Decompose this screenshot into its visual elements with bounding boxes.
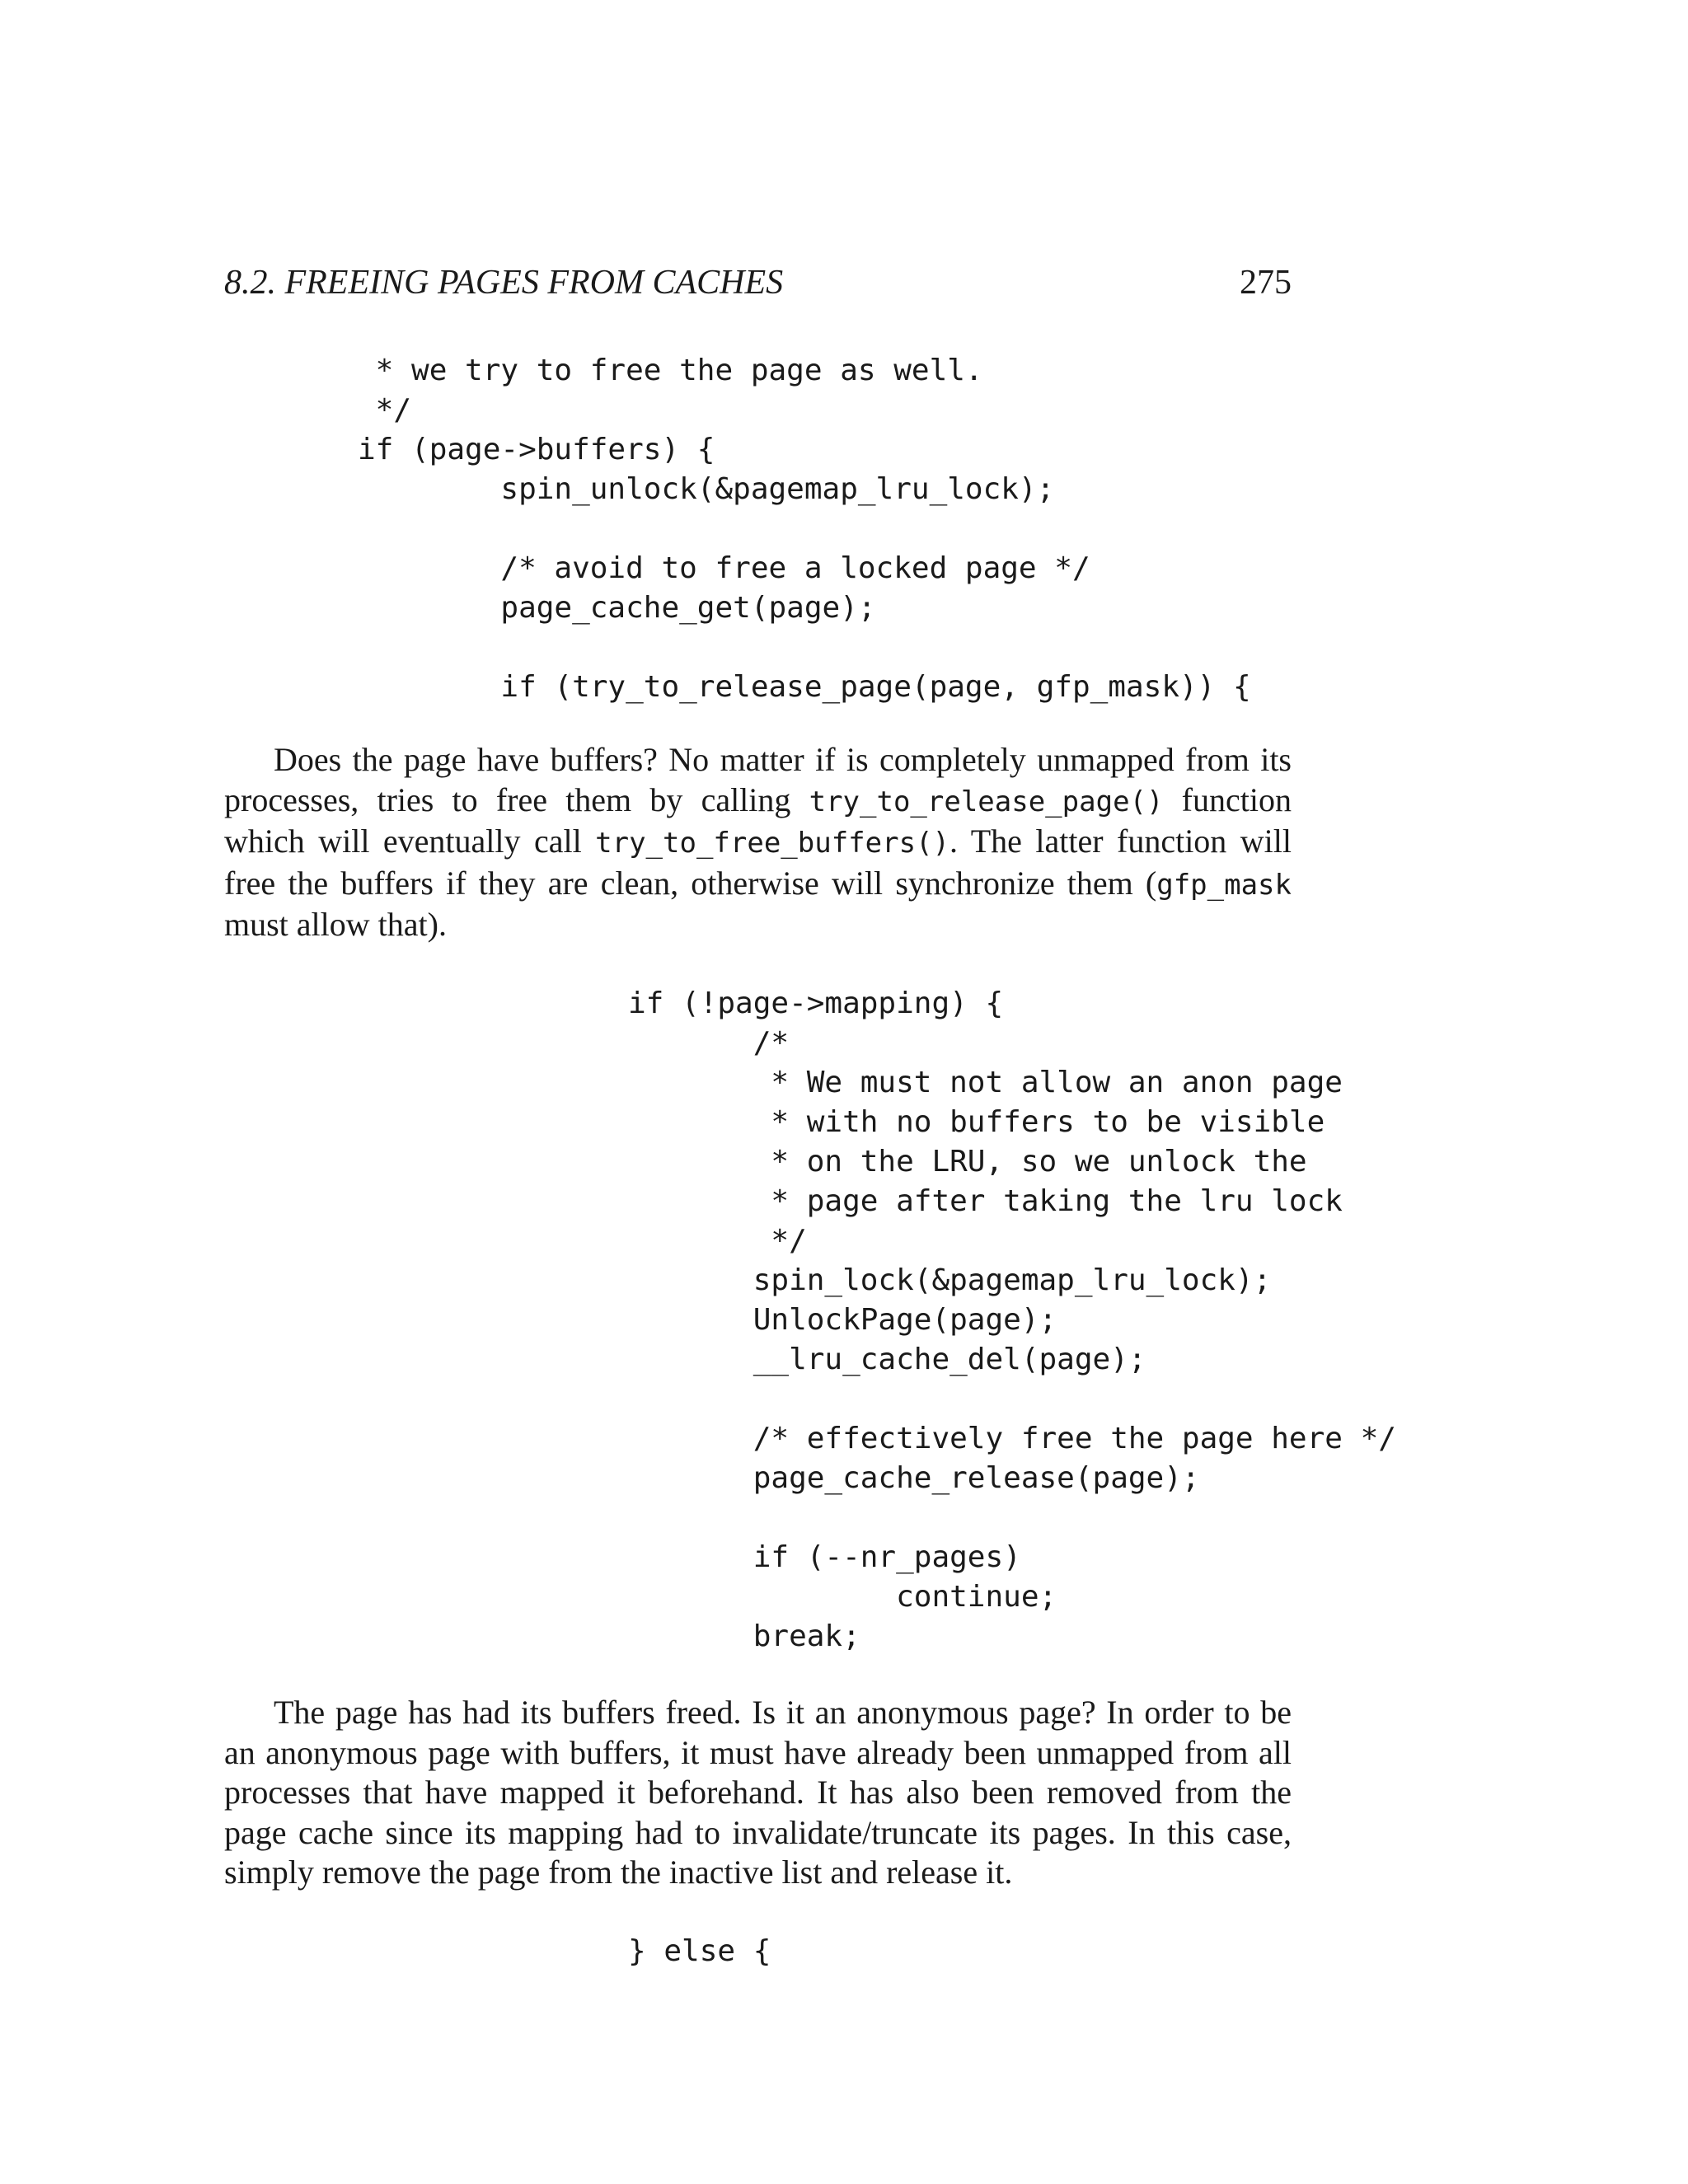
code-block-else: } else { bbox=[628, 1934, 771, 1968]
paragraph-anonymous-page: The page has had its buffers freed. Is it an anonymous page? In order to be an anonymous page with buffers, it must have already been unmapped from all processes that have mapped it beforehand. It has also been removed from the page cache since its mapping had to invalidate/truncate its pages. In this case, simply remove the page from the inactive list and release it. bbox=[224, 1694, 1292, 1891]
code-block-buffers: * we try to free the page as well. */ if (page->buffers) { spin_unlock(&pagemap_lru_lock); /* avoid to free a locked page */ page_cache_get(page); if (try_to_release_page(page, gfp_mask)) { bbox=[358, 354, 1251, 704]
paragraph-text: . The latter function will free the buffers if they are clean, otherwise will synchronize them ( bbox=[224, 823, 1292, 902]
paragraph-text: Does the page have buffers? No matter if is completely unmapped from its processes, tries to free them by calling bbox=[224, 741, 1292, 818]
paragraph-text: function which will eventually call bbox=[224, 780, 1292, 860]
code-block-anon-page: if (!page->mapping) { /* * We must not allow an anon page * with no buffers to be visible * on the LRU, so we unlock the * page after taking the lru lock */ spin_lock(&pagemap_lru_lock); UnlockPage(page); __lru_cache_del(page); /* effectively free the page here */ page_cache_release(page); if (--nr_pages) continue; break; bbox=[628, 987, 1396, 1653]
inline-code-try-to-free-buffers: try_to_free_buffers() bbox=[595, 827, 950, 860]
inline-code-gfp-mask: gfp_mask bbox=[1156, 868, 1292, 902]
paragraph-buffers-explanation bbox=[224, 740, 1292, 945]
running-header-title: 8.2. FREEING PAGES FROM CACHES bbox=[224, 264, 784, 302]
inline-code-try-to-release-page: try_to_release_page() bbox=[809, 785, 1164, 818]
page-number: 275 bbox=[1240, 264, 1292, 302]
paragraph-text: must allow that). bbox=[224, 906, 447, 943]
